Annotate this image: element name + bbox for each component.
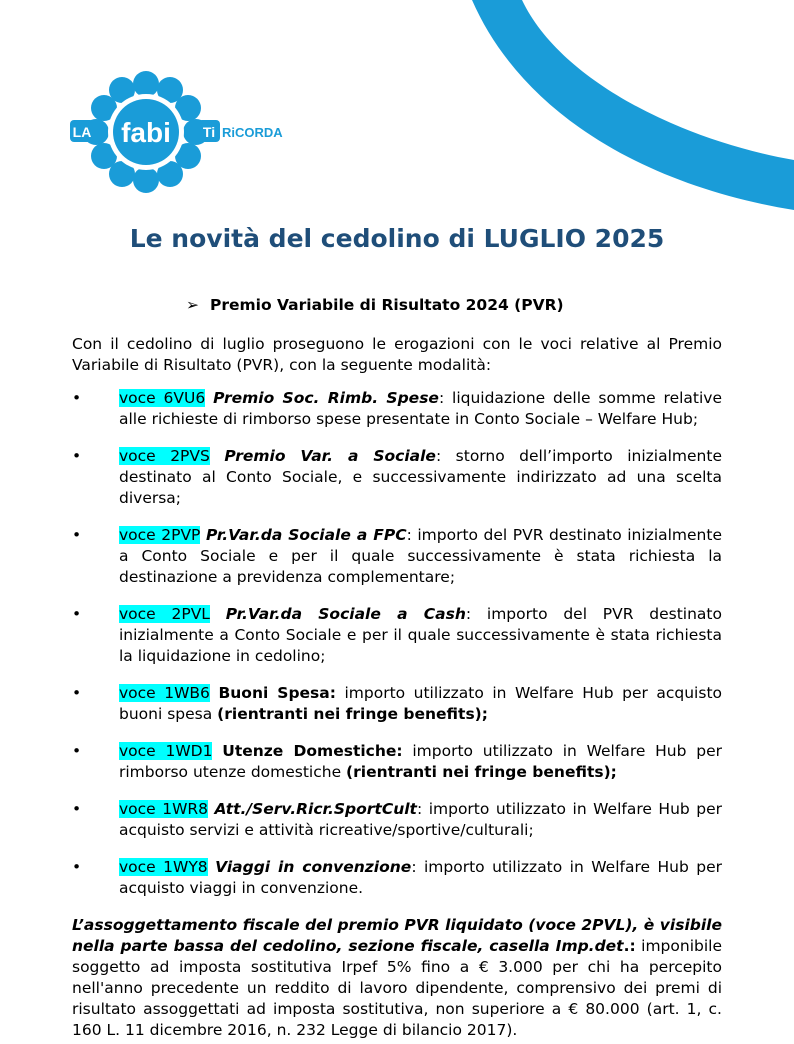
voce-list xyxy=(72,388,722,899)
bullet-icon: • xyxy=(72,389,82,407)
final-paragraph xyxy=(72,915,722,1041)
bullet-icon: • xyxy=(72,800,82,818)
list-item xyxy=(72,388,722,430)
logo-left-text: LA xyxy=(72,124,92,140)
list-item xyxy=(72,525,722,588)
final-bold-italic: L’assoggettamento fiscale del premio PVR liquidato (voce 2PVL), è visibile nella parte bassa del cedolino, sezione fiscale, casella Imp.det xyxy=(72,916,722,955)
voce-name: Premio Soc. Rimb. Spese xyxy=(213,389,439,407)
bullet-icon: • xyxy=(72,742,82,760)
voce-separator: : xyxy=(411,858,417,876)
section-heading xyxy=(186,296,564,314)
voce-code: voce 2PVL xyxy=(119,605,210,623)
voce-separator: : xyxy=(465,605,472,623)
voce-description: importo del PVR destinato inizialmente a Conto Sociale e per il quale successivamente è stata richiesta la destinazione a previdenza complementare; xyxy=(119,526,722,586)
voce-name: Att./Serv.Ricr.SportCult xyxy=(214,800,417,818)
voce-separator: : xyxy=(438,389,445,407)
voce-separator: : xyxy=(406,526,412,544)
list-item xyxy=(72,446,722,509)
voce-code: voce 2PVP xyxy=(119,526,201,544)
list-item xyxy=(72,604,722,667)
voce-separator: : xyxy=(435,447,442,465)
bullet-icon: • xyxy=(72,447,82,465)
final-bold-tail: .: xyxy=(623,937,636,955)
voce-name: Pr.Var.da Sociale a FPC xyxy=(205,526,407,544)
flower-logo xyxy=(66,68,283,196)
bullet-icon: • xyxy=(72,526,82,544)
voce-code: voce 2PVS xyxy=(119,447,210,465)
voce-name: Utenze Domestiche: xyxy=(222,742,403,760)
voce-name: Pr.Var.da Sociale a Cash xyxy=(225,605,466,623)
arrow-bullet-icon: ➢ xyxy=(186,296,199,314)
logo-center-text: fabi xyxy=(121,117,171,148)
voce-name: Viaggi in convenzione xyxy=(215,858,412,876)
voce-description: liquidazione delle somme relative alle richieste di rimborso spese presentate in Conto Sociale – Welfare Hub; xyxy=(119,389,723,428)
voce-code: voce 1WR8 xyxy=(119,800,209,818)
voce-description: importo utilizzato in Welfare Hub per acquisto buoni spesa xyxy=(119,684,723,723)
bullet-icon: • xyxy=(72,858,82,876)
voce-code: voce 1WB6 xyxy=(119,684,210,702)
voce-description: importo del PVR destinato inizialmente a Conto Sociale e per il quale successivamente è stata richiesta la liquidazione in cedolino; xyxy=(119,605,722,665)
voce-description: storno dell’importo inizialmente destinato al Conto Sociale, e successivamente indirizzato ad una scelta diversa; xyxy=(119,447,722,507)
voce-name: Premio Var. a Sociale xyxy=(224,447,436,465)
list-item xyxy=(72,683,722,725)
bullet-icon: • xyxy=(72,605,82,623)
voce-note: (rientranti nei fringe benefits); xyxy=(217,705,488,723)
voce-separator: : xyxy=(416,800,423,818)
voce-description: importo utilizzato in Welfare Hub per rimborso utenze domestiche xyxy=(119,742,722,781)
page-title: Le novità del cedolino di LUGLIO 2025 xyxy=(129,224,665,253)
bullet-icon: • xyxy=(72,684,82,702)
voce-description: importo utilizzato in Welfare Hub per acquisto viaggi in convenzione. xyxy=(119,858,722,897)
voce-code: voce 1WY8 xyxy=(119,858,208,876)
section-heading-text: Premio Variabile di Risultato 2024 (PVR) xyxy=(210,296,564,314)
voce-code: voce 6VU6 xyxy=(119,389,206,407)
voce-code: voce 1WD1 xyxy=(119,742,213,760)
logo-ti-text: Ti xyxy=(202,124,216,140)
list-item xyxy=(72,799,722,841)
logo-right-text: RiCORDA xyxy=(222,125,283,140)
document-body xyxy=(72,334,722,1041)
intro-paragraph: Con il cedolino di luglio proseguono le erogazioni con le voci relative al Premio Variabile di Risultato (PVR), con la seguente modalità: xyxy=(72,335,722,374)
voce-description: importo utilizzato in Welfare Hub per acquisto servizi e attività ricreative/sportive/culturali; xyxy=(119,800,722,839)
list-item xyxy=(72,741,722,783)
voce-note: (rientranti nei fringe benefits); xyxy=(346,763,617,781)
final-text: imponibile soggetto ad imposta sostitutiva Irpef 5% fino a € 3.000 per chi ha percepito nell'anno precedente un reddito di lavoro dipendente, comprensivo dei premi di risultato assoggettati ad imposta sostitutiva, non superiore a € 80.000 (art. 1, c. 160 L. 11 dicembre 2016, n. 232 Legge di bilancio 2017). xyxy=(72,937,722,1039)
list-item xyxy=(72,857,722,899)
voce-name: Buoni Spesa: xyxy=(218,684,336,702)
